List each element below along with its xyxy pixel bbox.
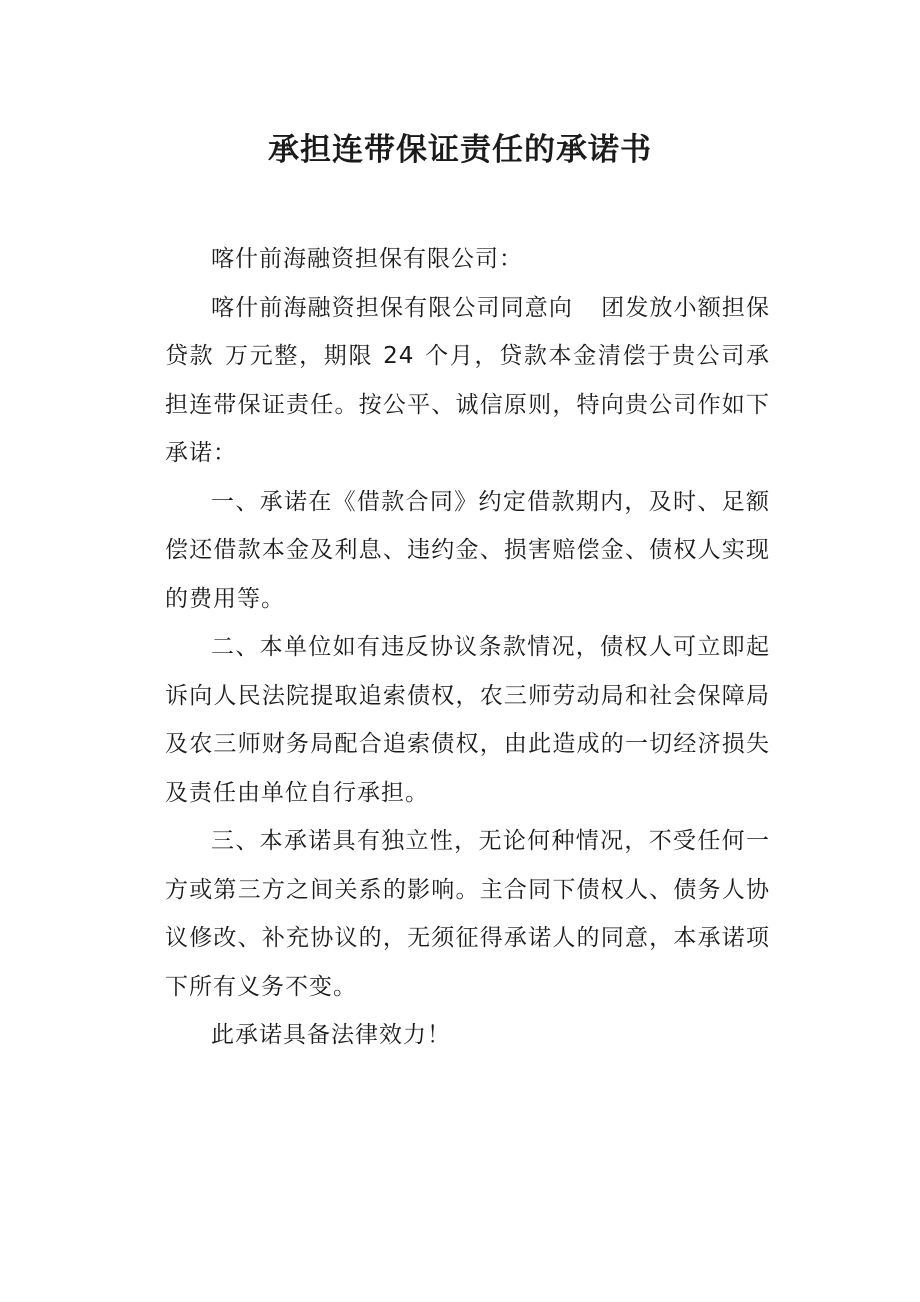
intro-text-4: 个月，贷款本金清偿于贵公司承担连带保证责任。按公平、诚信原则，特向贵公司作如下承诺： [165,343,771,466]
intro-paragraph [165,284,770,478]
document-body [165,235,770,1060]
clause-1: 一、承诺在《借款合同》约定借款期内，及时、足额偿还借款本金及利息、违约金、损害赔偿金、债权人实现的费用等。 [165,488,770,612]
closing-statement: 此承诺具备法律效力！ [211,1022,451,1048]
loan-term-value: 24 [383,343,415,369]
intro-text-2: 团发放小额担保贷款 [165,294,771,369]
clause-2: 二、本单位如有违反协议条款情况，债权人可立即起诉向人民法院提取追索债权，农三师劳动局和社会保障局及农三师财务局配合追索债权，由此造成的一切经济损失及责任由单位自行承担。 [165,634,770,806]
intro-text-1: 喀什前海融资担保有限公司同意向 [211,294,574,321]
salutation: 喀什前海融资担保有限公司： [211,246,523,272]
clause-3: 三、本承诺具有独立性，无论何种情况，不受任何一方或第三方之间关系的影响。主合同下债权人、债务人协议修改、补充协议的，无须征得承诺人的同意，本承诺项下所有义务不变。 [165,828,770,1000]
document-title: 承担连带保证责任的承诺书 [268,132,652,168]
intro-text-3: 万元整，期限 [224,343,374,369]
